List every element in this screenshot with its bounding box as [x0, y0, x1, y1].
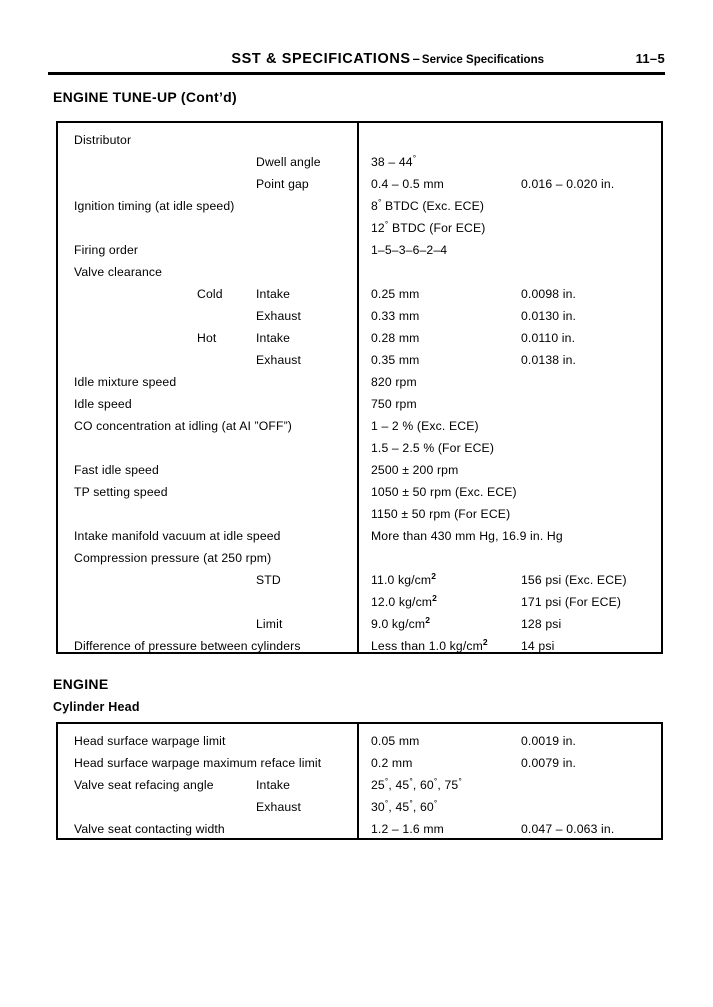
row-value-imperial: 14 psi — [521, 639, 555, 653]
row-sublabel-port: STD — [256, 573, 281, 587]
row-sublabel-condition: Hot — [197, 331, 217, 345]
row-value-metric: 1 – 2 % (Exc. ECE) — [371, 419, 479, 433]
table-row — [58, 635, 661, 657]
row-value-imperial: 0.0079 in. — [521, 756, 577, 770]
table-row — [58, 503, 661, 525]
row-label: Compression pressure (at 250 rpm) — [74, 551, 272, 565]
table-row — [58, 437, 661, 459]
row-value-imperial: 128 psi — [521, 617, 562, 631]
table-row — [58, 569, 661, 591]
row-value-imperial: 0.047 – 0.063 in. — [521, 822, 615, 836]
row-value-metric: 8° BTDC (Exc. ECE) — [371, 196, 485, 213]
table-body — [58, 724, 661, 838]
table-row — [58, 459, 661, 481]
row-value-metric: 38 – 44° — [371, 152, 417, 169]
header-title — [231, 50, 544, 68]
row-sublabel-port: Exhaust — [256, 353, 302, 367]
table-row — [58, 151, 661, 173]
table-row — [58, 752, 661, 774]
row-sublabel-port: Limit — [256, 617, 283, 631]
row-value-metric: 750 rpm — [371, 397, 417, 411]
section-title-cylinder-head: Cylinder Head — [53, 700, 140, 714]
row-sublabel-condition: Cold — [197, 287, 223, 301]
row-value-metric: 30°, 45°, 60° — [371, 797, 438, 814]
table-row — [58, 129, 661, 151]
row-value-imperial: 171 psi (For ECE) — [521, 595, 622, 609]
row-value-metric: 1.5 – 2.5 % (For ECE) — [371, 441, 495, 455]
table-row — [58, 173, 661, 195]
row-label: Head surface warpage maximum reface limit — [74, 756, 322, 770]
row-value-metric: 0.05 mm — [371, 734, 420, 748]
row-sublabel-port: Intake — [256, 778, 291, 792]
row-value-metric: 2500 ± 200 rpm — [371, 463, 459, 477]
engine-tuneup-spec-table — [56, 121, 663, 654]
row-label: CO concentration at idling (at AI ”OFF”) — [74, 419, 293, 433]
row-value-metric: 9.0 $kg/cm^2$ — [371, 614, 431, 631]
table-row — [58, 371, 661, 393]
row-value-metric: 1150 ± 50 rpm (For ECE) — [371, 507, 511, 521]
row-value-imperial: 0.0138 in. — [521, 353, 577, 367]
row-value-metric: More than 430 mm Hg, 16.9 in. Hg — [371, 529, 563, 543]
table-row — [58, 481, 661, 503]
row-value-metric: 11.0 $kg/cm^2$ — [371, 570, 437, 587]
row-value-metric: 25°, 45°, 60°, 75° — [371, 775, 462, 792]
row-value-imperial: 156 psi (Exc. ECE) — [521, 573, 627, 587]
row-value-metric: 0.28 mm — [371, 331, 420, 345]
table-row — [58, 730, 661, 752]
table-row — [58, 525, 661, 547]
row-value-imperial: 0.016 – 0.020 in. — [521, 177, 615, 191]
cylinder-head-spec-table — [56, 722, 663, 840]
row-value-imperial: 0.0098 in. — [521, 287, 577, 301]
row-label: TP setting speed — [74, 485, 168, 499]
header-divider-rule — [48, 72, 665, 75]
row-label: Valve seat contacting width — [74, 822, 225, 836]
table-row — [58, 774, 661, 796]
table-row — [58, 393, 661, 415]
table-row — [58, 349, 661, 371]
row-label: Idle mixture speed — [74, 375, 177, 389]
header-title-dash: – — [412, 51, 420, 66]
row-label: Firing order — [74, 243, 139, 257]
row-label: Intake manifold vacuum at idle speed — [74, 529, 281, 543]
table-row — [58, 818, 661, 840]
row-value-metric: 1050 ± 50 rpm (Exc. ECE) — [371, 485, 517, 499]
page-number: 11–5 — [635, 51, 665, 66]
row-sublabel-port: Dwell angle — [256, 155, 321, 169]
row-value-metric: 0.35 mm — [371, 353, 420, 367]
section-title-engine: ENGINE — [53, 676, 109, 692]
row-label: Fast idle speed — [74, 463, 159, 477]
row-label: Distributor — [74, 133, 132, 147]
row-label: Valve seat refacing angle — [74, 778, 214, 792]
table-row — [58, 217, 661, 239]
row-value-metric: 0.33 mm — [371, 309, 420, 323]
row-label: Head surface warpage limit — [74, 734, 226, 748]
row-value-metric: 820 rpm — [371, 375, 417, 389]
table-row — [58, 613, 661, 635]
page-header — [48, 50, 665, 72]
row-value-metric: 1–5–3–6–2–4 — [371, 243, 448, 257]
table-row — [58, 327, 661, 349]
row-label: Valve clearance — [74, 265, 163, 279]
row-value-metric: 1.2 – 1.6 mm — [371, 822, 444, 836]
row-sublabel-port: Intake — [256, 331, 291, 345]
section-title-engine-tuneup: ENGINE TUNE-UP (Cont’d) — [53, 89, 237, 105]
row-label: Idle speed — [74, 397, 132, 411]
table-row — [58, 261, 661, 283]
row-value-metric: Less than 1.0 $kg/cm^2$ — [371, 636, 488, 653]
row-label: Difference of pressure between cylinders — [74, 639, 301, 653]
row-value-metric: 0.2 mm — [371, 756, 413, 770]
row-sublabel-port: Point gap — [256, 177, 309, 191]
table-row — [58, 239, 661, 261]
row-value-metric: 12.0 $kg/cm^2$ — [371, 592, 438, 609]
row-value-metric: 0.25 mm — [371, 287, 420, 301]
row-sublabel-port: Exhaust — [256, 800, 302, 814]
row-sublabel-port: Intake — [256, 287, 291, 301]
table-row — [58, 195, 661, 217]
table-row — [58, 796, 661, 818]
table-row — [58, 305, 661, 327]
table-body — [58, 123, 661, 652]
table-row — [58, 547, 661, 569]
row-sublabel-port: Exhaust — [256, 309, 302, 323]
header-title-sub: Service Specifications — [421, 54, 544, 66]
row-value-metric: 12° BTDC (For ECE) — [371, 218, 486, 235]
table-row — [58, 283, 661, 305]
row-value-imperial: 0.0130 in. — [521, 309, 577, 323]
table-row — [58, 591, 661, 613]
row-value-imperial: 0.0019 in. — [521, 734, 577, 748]
table-row — [58, 415, 661, 437]
header-title-main: SST & SPECIFICATIONS — [231, 51, 411, 67]
row-label: Ignition timing (at idle speed) — [74, 199, 235, 213]
row-value-imperial: 0.0110 in. — [521, 331, 576, 345]
row-value-metric: 0.4 – 0.5 mm — [371, 177, 444, 191]
